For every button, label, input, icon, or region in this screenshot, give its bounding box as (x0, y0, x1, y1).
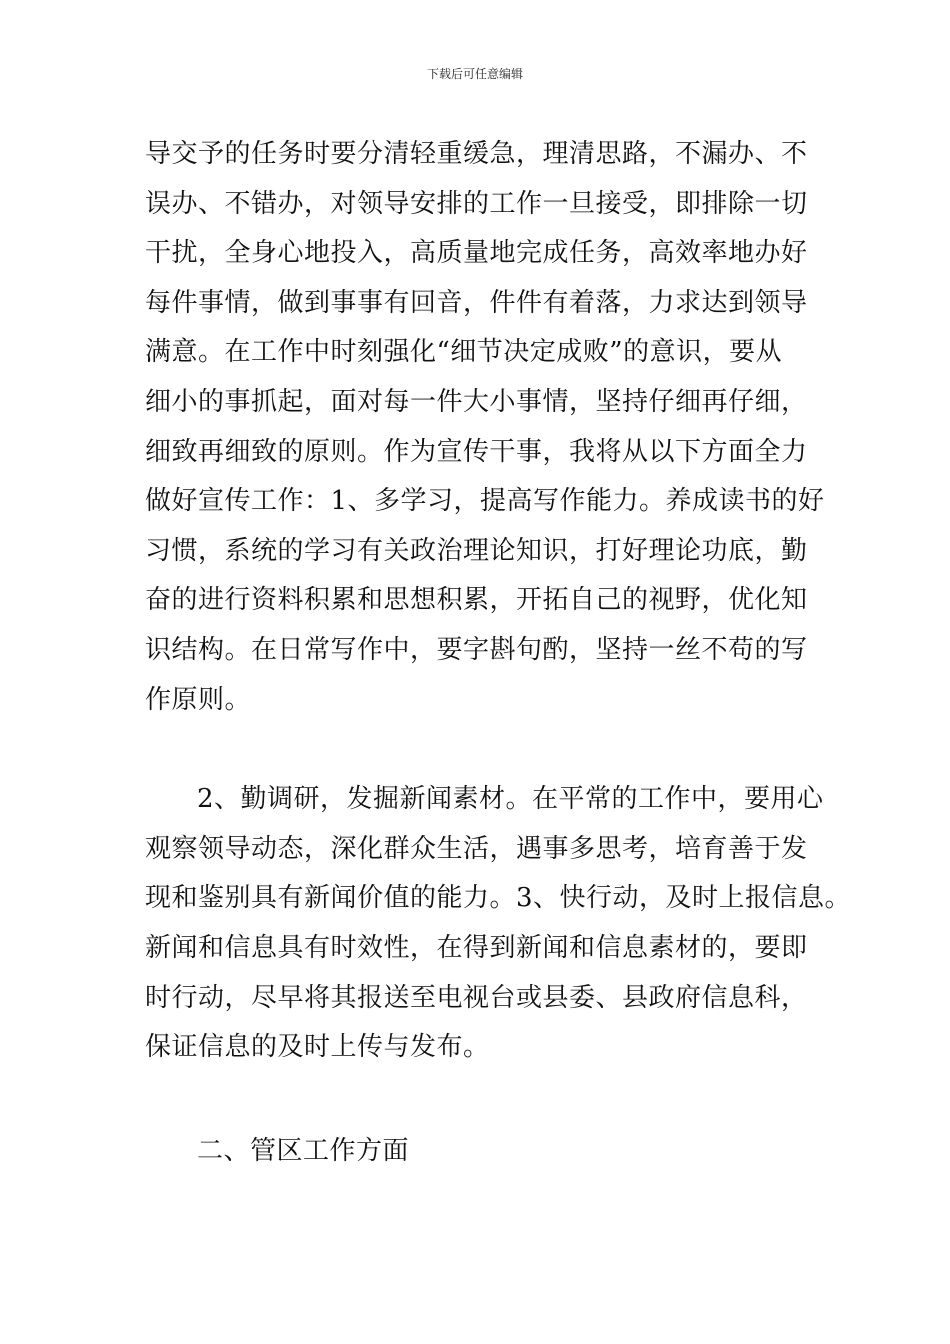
text-line: 保证信息的及时上传与发布。 (145, 1032, 490, 1063)
text-line: 细小的事抓起，面对每一件大小事情，坚持仔细再仔细， (145, 386, 808, 417)
text-line: 2、勤调研，发掘新闻素材。在平常的工作中，要用心 (197, 784, 824, 815)
text-line: 误办、不错办，对领导安排的工作一旦接受，即排除一切 (145, 188, 808, 219)
text-line: 细致再细致的原则。作为宣传干事，我将从以下方面全力 (145, 436, 808, 467)
text-line: 习惯，系统的学习有关政治理论知识，打好理论功底，勤 (145, 535, 808, 566)
text-line: 识结构。在日常写作中，要字斟句酌，坚持一丝不苟的写 (145, 634, 808, 665)
text-line: 干扰，全身心地投入，高质量地完成任务，高效率地办好 (145, 238, 808, 269)
text-line: 每件事情，做到事事有回音，件件有着落，力求达到领导 (145, 287, 808, 318)
paragraph-spacer (145, 1073, 815, 1127)
text-line: 观察领导动态，深化群众生活，遇事多思考，培育善于发 (145, 833, 808, 864)
text-line: 满意。在工作中时刻强化“细节决定成败”的意识，要从 (145, 337, 783, 368)
text-line: 作原则。 (145, 684, 252, 715)
text-line: 奋的进行资料积累和思想积累，开拓自己的视野，优化知 (145, 585, 808, 616)
paragraph-1 (145, 130, 825, 725)
text-line: 现和鉴别具有新闻价值的能力。3、快行动，及时上报信息。 (145, 883, 852, 914)
text-line: 时行动，尽早将其报送至电视台或县委、县政府信息科， (145, 982, 808, 1013)
page-header: 下载后可任意编辑 (426, 67, 523, 81)
paragraph-2 (145, 775, 852, 1073)
text-line: 二、管区工作方面 (197, 1135, 410, 1166)
text-line: 导交予的任务时要分清轻重缓急，理清思路，不漏办、不 (145, 139, 808, 169)
text-line: 做好宣传工作：1、多学习，提高写作能力。养成读书的好 (145, 486, 825, 517)
paragraph-spacer (145, 725, 815, 775)
text-line: 新闻和信息具有时效性，在得到新闻和信息素材的，要即 (145, 932, 808, 963)
section-heading (145, 1127, 815, 1177)
body-text (145, 130, 852, 1176)
